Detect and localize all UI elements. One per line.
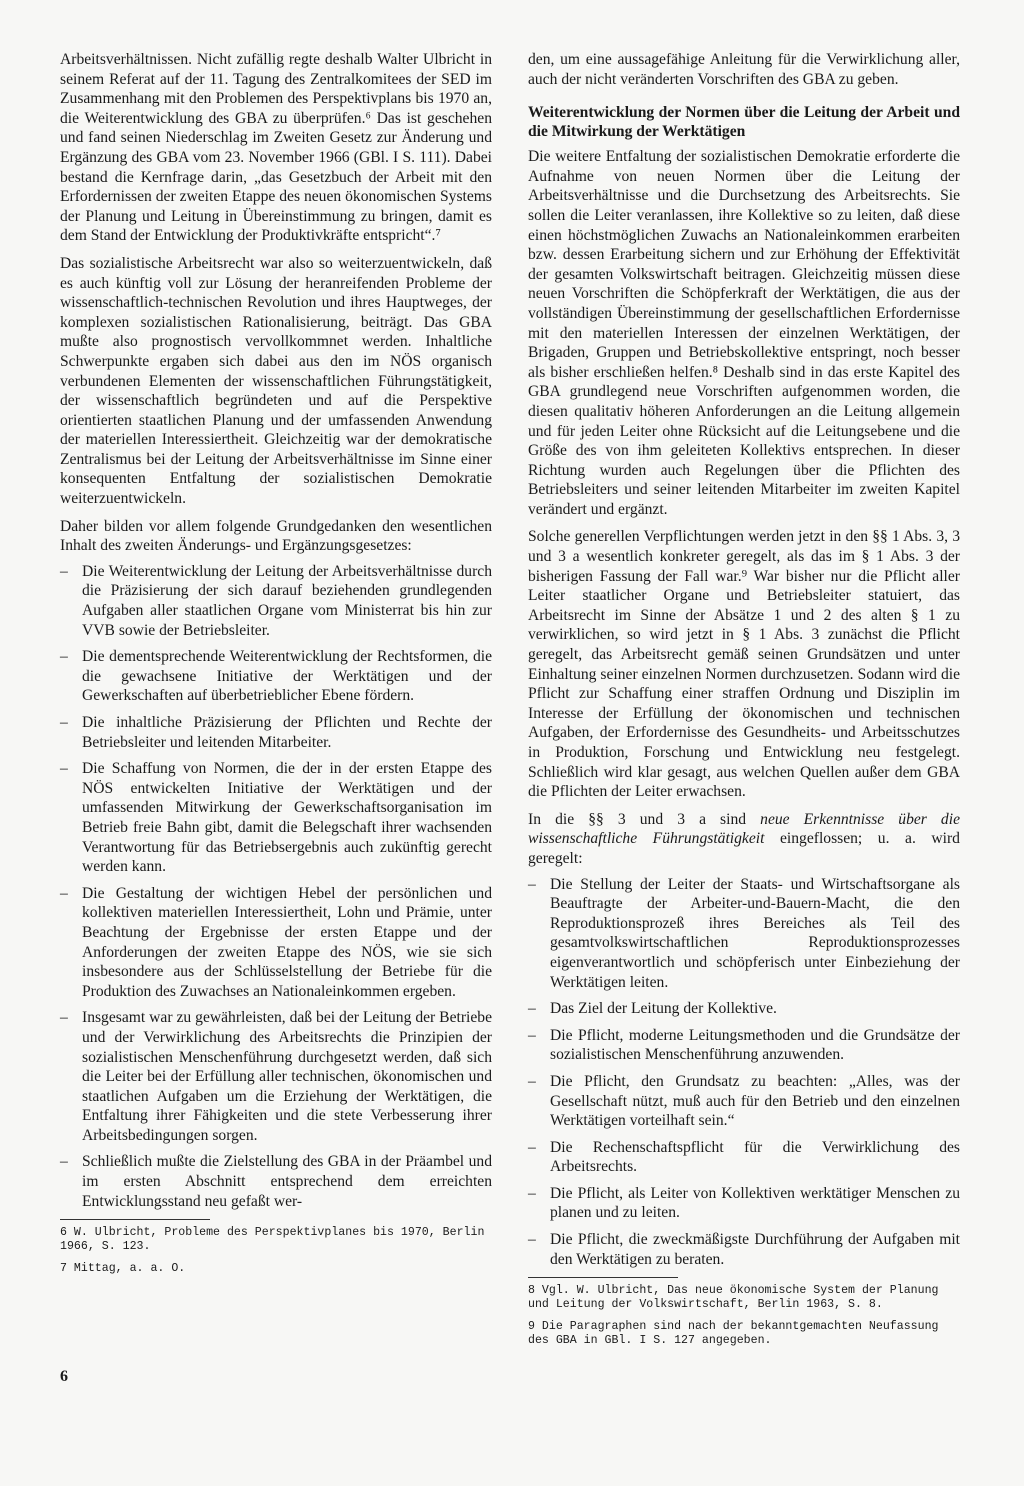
right-column xyxy=(528,50,960,1356)
footnote: 6 W. Ulbricht, Probleme des Perspektivplanes bis 1970, Berlin 1966, S. 123. xyxy=(60,1226,485,1254)
list-item: – Die Pflicht, den Grundsatz zu beachten: „Alles, was der Gesellschaft nützt, muß auch für den Betrieb und den einzelnen Werktätigen vorteilhaft sein.“ xyxy=(528,1072,960,1131)
text-run: eingeflossen; u. a. wird geregelt: xyxy=(528,830,960,867)
list-item: – Schließlich mußte die Zielstellung des GBA in der Präambel und im ersten Abschnitt entsprechend dem erreichten Entwicklungsstand neu gefaßt wer- xyxy=(60,1152,492,1211)
paragraph: den, um eine aussagefähige Anleitung für die Verwirklichung aller, auch der nicht veränderten Vorschriften des GBA zu geben. xyxy=(528,51,960,88)
footnote: 9 Die Paragraphen sind nach der bekanntgemachten Neufassung des GBA in GBl. I S. 127 angegeben. xyxy=(528,1320,939,1348)
list-item: – Die Weiterentwicklung der Leitung der Arbeitsverhältnisse durch die Präzisierung der sich darauf beziehenden grundlegenden Aufgaben aller staatlichen Organe vom Ministerrat bis hin zur VVB sowie der Betriebsleiter. xyxy=(60,562,492,640)
list-item: – Die Stellung der Leiter der Staats- und Wirtschaftsorgane als Beauftragte der Arbeiter-und-Bauern-Macht, die den Reproduktionsprozeß ihres Bereiches als Teil des gesamtvolkswirtschaftlichen Reproduktionsprozesses eigenverantwortlich und schöpferisch unter Einbeziehung der Werktätigen leiten. xyxy=(528,875,960,993)
dash-list xyxy=(60,562,492,1211)
list-item: – Die Pflicht, die zweckmäßigste Durchführung der Aufgaben mit den Werktätigen zu beraten. xyxy=(528,1230,960,1269)
footnote-rule xyxy=(528,1277,678,1278)
paragraph: Solche generellen Verpflichtungen werden jetzt in den §§ 1 Abs. 3, 3 und 3 a wesentlich konkreter geregelt, als das im § 1 Abs. 3 der bisherigen Fassung der Fall war.⁹ War bisher nur die Pflicht aller Leiter staatlicher Organe und Betriebsleiter statuiert, das Arbeitsrecht im Sinne der Absätze 1 und 2 des alten § 1 zu verwirklichen, so wird jetzt in § 1 Abs. 3 zunächst die Pflicht geregelt, das Arbeitsrecht gemäß seinen Grundsätzen und unter Einhaltung seiner einzelnen Normen durchzusetzen. Sodann wird die Pflicht zur Schaffung einer straffen Ordnung und Disziplin im Interesse der Erfüllung der ökonomischen und technischen Aufgaben, der Erfordernisse des Gesundheits- und Arbeitsschutzes in Produktion, Forschung und Entwicklung neu festgelegt. Schließlich wird klar gesagt, aus welchen Quellen außer dem GBA die Pflichten der Leiter erwachsen. xyxy=(528,528,960,801)
list-item: – Die dementsprechende Weiterentwicklung der Rechtsformen, die die gewachsene Initiative der Werktätigen und der Gewerkschaften auf überbetrieblicher Ebene fördern. xyxy=(60,647,492,706)
page-number: 6 xyxy=(60,1368,68,1385)
paragraph: Arbeitsverhältnissen. Nicht zufällig regte deshalb Walter Ulbricht in seinem Referat auf der 11. Tagung des Zentralkomitees der SED im Zusammenhang mit den Problemen des Perspektivplans bis 1970 an, die Weiterentwicklung des GBA zu überprüfen.⁶ Das ist geschehen und fand seinen Niederschlag im Zweiten Gesetz zur Änderung und Ergänzung des GBA vom 23. November 1966 (GBl. I S. 111). Dabei bestand die Kernfrage darin, „das Gesetzbuch der Arbeit mit den Erfordernissen der zweiten Etappe des neuen ökonomischen Systems der Planung und Leitung in Übereinstimmung zu bringen, damit es dem Stand der Entwicklung der Produktivkräfte entspricht“.⁷ xyxy=(60,51,492,245)
paragraph: Daher bilden vor allem folgende Grundgedanken den wesentlichen Inhalt des zweiten Änderungs- und Ergänzungsgesetzes: xyxy=(60,517,492,555)
emphasis-text: neue Erkenntnisse über die wissenschaftliche Führungstätigkeit xyxy=(528,810,960,848)
list-item: – Die inhaltliche Präzisierung der Pflichten und Rechte der Betriebsleiter und leitenden Mitarbeiter. xyxy=(60,713,492,752)
paragraph: Das sozialistische Arbeitsrecht war also so weiterzuentwickeln, daß es auch künftig voll zur Lösung der heranreifenden Probleme der wissenschaftlich-technischen Revolution und ihres Hauptweges, der komplexen sozialistischen Rationalisierung, beiträgt. Das GBA mußte also prognostisch vervollkommnet werden. Inhaltliche Schwerpunkte ergaben sich dabei aus den im NÖS organisch verbundenen Elementen der wissenschaftlichen Führungstätigkeit, der wissenschaftlich begründeten und auf die Perspektive orientierten staatlichen Planung und der umfassenden Anwendung der materiellen Interessiertheit. Gleichzeitig war der demokratische Zentralismus bei der Leitung der Arbeitsverhältnisse im Sinne einer konsequenten Entfaltung der sozialistischen Demokratie weiterzuentwickeln. xyxy=(60,254,492,508)
list-item: – Die Pflicht, als Leiter von Kollektiven werktätiger Menschen zu planen und zu leiten. xyxy=(528,1184,960,1223)
list-item: – Die Schaffung von Normen, die der in der ersten Etappe des NÖS entwickelten Initiative der Werktätigen und der umfassenden Mitwirkung der Gewerkschaftsorganisation im Betrieb freie Bahn gibt, damit die Belegschaft ihrer wachsenden Verantwortung für das Betriebsergebnis auch zukünftig gerecht werden kann. xyxy=(60,759,492,877)
text-run: In die §§ 3 und 3 a sind xyxy=(528,810,761,828)
list-item: – Die Pflicht, moderne Leitungsmethoden und die Grundsätze der sozialistischen Menschenführung anzuwenden. xyxy=(528,1026,960,1065)
footnote: 7 Mittag, a. a. O. xyxy=(60,1262,186,1276)
paragraph xyxy=(528,810,960,869)
section-heading: Weiterentwicklung der Normen über die Leitung der Arbeit und die Mitwirkung der Werktätigen xyxy=(528,104,960,141)
list-item: – Die Gestaltung der wichtigen Hebel der persönlichen und kollektiven materiellen Interessiertheit, Lohn und Prämie, unter Beachtung der Ergebnisse der ersten Etappe und der Anforderungen der zweiten Etappe des NÖS, wie sie sich insbesondere aus der Schlüsselstellung der Betriebe für die Produktion des Zuwachses an Nationaleinkommen ergeben. xyxy=(60,884,492,1002)
dash-list xyxy=(528,875,960,1270)
footnote: 8 Vgl. W. Ulbricht, Das neue ökonomische System der Planung und Leitung der Volkswirtschaft, Berlin 1963, S. 8. xyxy=(528,1284,939,1312)
footnote-rule xyxy=(60,1219,210,1220)
list-item: – Insgesamt war zu gewährleisten, daß bei der Leitung der Betriebe und der Verwirklichung des Arbeitsrechts die Prinzipien der sozialistischen Menschenführung durchgesetzt werden, daß sich die Leiter bei der Erfüllung aller technischen, ökonomischen und staatlichen Aufgaben um die Erziehung der Werktätigen, die Entfaltung ihrer Fähigkeiten und die stete Verbesserung ihrer Arbeitsbedingungen sorgen. xyxy=(60,1008,492,1145)
left-column xyxy=(60,50,492,1284)
list-item: – Das Ziel der Leitung der Kollektive. xyxy=(528,999,960,1019)
paragraph: Die weitere Entfaltung der sozialistischen Demokratie erforderte die Aufnahme von neuen Normen über die Leitung der Arbeitsverhältnisse und die Durchsetzung des Arbeitsrechts. Sie sollen die Leiter veranlassen, ihre Kollektive so zu leiten, daß diese einen höchstmöglichen Zuwachs an Nationaleinkommen erarbeiten bzw. dessen Erarbeitung sichern und zur Erhöhung der Effektivität der gesamten Volkswirtschaft beitragen. Gleichzeitig müssen diese neuen Vorschriften die Schöpferkraft der Werktätigen, die aus der vollständigen Übereinstimmung der gesellschaftlichen Erfordernisse mit den materiellen Interessen der einzelnen Werktätigen, der Brigaden, Gruppen und Betriebskollektive entspringt, noch besser als bisher erschließen helfen.⁸ Deshalb sind in das erste Kapitel des GBA grundlegend neue Vorschriften aufgenommen worden, die diesen qualitativ höheren Anforderungen an die Leitung allgemein und für jeden Leiter ohne Rücksicht auf die Leitungsebene und die Größe des von ihm geleiteten Kollektivs entsprechen. In dieser Richtung wurden auch Regelungen über die Pflichten des Betriebsleiters und seiner leitenden Mitarbeiter im zweiten Kapitel verändert und ergänzt. xyxy=(528,148,960,518)
list-item: – Die Rechenschaftspflicht für die Verwirklichung des Arbeitsrechts. xyxy=(528,1138,960,1177)
